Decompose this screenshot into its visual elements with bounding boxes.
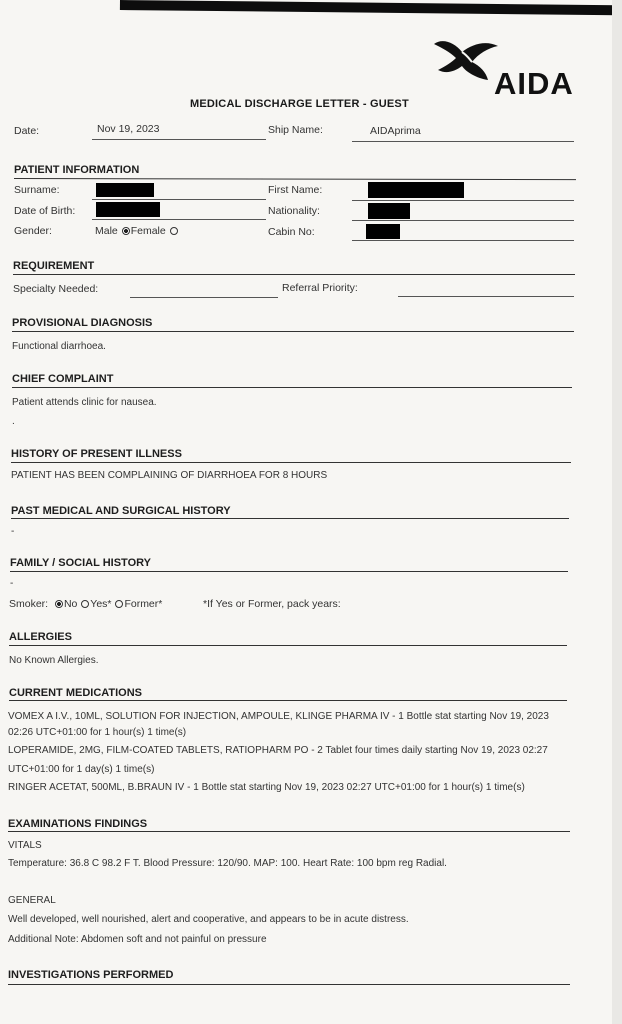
family-social-heading: FAMILY / SOCIAL HISTORY <box>10 557 151 569</box>
smoker-label: Smoker: <box>9 598 49 610</box>
gender-male-label: Male <box>95 225 118 237</box>
general-text: Well developed, well nourished, alert and cooperative, and appears to be in acute distress. <box>8 914 409 925</box>
current-medications-heading: CURRENT MEDICATIONS <box>9 687 143 699</box>
nationality-label: Nationality: <box>268 205 320 217</box>
vitals-text: Temperature: 36.8 C 98.2 F T. Blood Pressure: 120/90. MAP: 100. Heart Rate: 100 bpm reg Radial. <box>8 858 447 869</box>
surname-label: Surname: <box>14 184 60 196</box>
chief-complaint-heading: CHIEF COMPLAINT <box>12 373 114 385</box>
cabin-redaction <box>366 224 400 239</box>
allergies-text: No Known Allergies. <box>9 655 99 666</box>
first-name-redaction <box>368 182 464 198</box>
allergies-heading: ALLERGIES <box>9 631 72 643</box>
cabin-underline <box>352 240 574 241</box>
section-rule <box>9 645 567 646</box>
surname-underline <box>92 199 266 200</box>
specialty-needed-label: Specialty Needed: <box>13 283 99 295</box>
ship-underline <box>352 141 574 142</box>
section-rule <box>14 178 576 180</box>
chief-complaint-extra: . <box>12 416 15 427</box>
date-underline <box>92 139 266 140</box>
additional-note-text: Additional Note: Abdomen soft and not painful on pressure <box>8 934 267 945</box>
past-history-text: - <box>11 526 15 537</box>
gender-female-radio[interactable] <box>170 227 178 235</box>
nationality-underline <box>352 220 574 221</box>
scan-edge-right <box>612 0 622 1024</box>
gender-options <box>95 225 179 237</box>
patient-information-heading: PATIENT INFORMATION <box>14 164 140 176</box>
section-rule <box>10 571 568 572</box>
section-rule <box>11 518 569 519</box>
requirement-heading: REQUIREMENT <box>13 260 95 272</box>
pack-years-note: *If Yes or Former, pack years: <box>203 598 341 610</box>
vitals-label: VITALS <box>8 840 42 851</box>
smoker-no-label: No <box>63 598 78 610</box>
first-name-underline <box>352 200 574 201</box>
medication-line: VOMEX A I.V., 10ML, SOLUTION FOR INJECTION, AMPOULE, KLINGE PHARMA IV - 1 Bottle stat starting Nov 19, 2023 <box>8 711 549 722</box>
medication-line: LOPERAMIDE, 2MG, FILM-COATED TABLETS, RATIOPHARM PO - 2 Tablet four times daily starting Nov 19, 2023 02:27 <box>8 745 548 756</box>
dob-underline <box>92 219 266 220</box>
smoker-no-radio[interactable] <box>55 600 63 608</box>
section-rule <box>8 831 570 832</box>
present-illness-heading: HISTORY OF PRESENT ILLNESS <box>11 448 182 460</box>
ship-name-label: Ship Name: <box>268 124 323 136</box>
gender-label: Gender: <box>14 225 52 237</box>
gender-female-label: Female <box>130 225 166 237</box>
smoker-row <box>9 598 162 610</box>
smoker-yes-label: Yes* <box>90 598 112 610</box>
examinations-heading: EXAMINATIONS FINDINGS <box>8 818 148 830</box>
scan-edge-top <box>120 0 622 15</box>
smoker-former-radio[interactable] <box>115 600 123 608</box>
referral-priority-label: Referral Priority: <box>282 282 358 294</box>
logo-text: AIDA <box>494 66 574 101</box>
chief-complaint-text: Patient attends clinic for nausea. <box>12 397 157 408</box>
date-label: Date: <box>14 125 40 137</box>
specialty-underline <box>130 297 278 298</box>
section-rule <box>11 462 571 463</box>
medication-line: RINGER ACETAT, 500ML, B.BRAUN IV - 1 Bottle stat starting Nov 19, 2023 02:27 UTC+01:00 for 1 hour(s) 1 time(s) <box>8 782 525 793</box>
first-name-label: First Name: <box>268 184 323 196</box>
investigations-heading: INVESTIGATIONS PERFORMED <box>8 969 174 981</box>
smoker-yes-radio[interactable] <box>81 600 89 608</box>
section-rule <box>12 387 572 388</box>
provisional-diagnosis-text: Functional diarrhoea. <box>12 341 106 352</box>
past-history-heading: PAST MEDICAL AND SURGICAL HISTORY <box>11 505 231 517</box>
date-of-birth-label: Date of Birth: <box>14 205 76 217</box>
present-illness-text: PATIENT HAS BEEN COMPLAINING OF DIARRHOEA FOR 8 HOURS <box>11 470 328 481</box>
section-rule <box>12 331 574 332</box>
referral-underline <box>398 296 574 297</box>
general-label: GENERAL <box>8 895 56 906</box>
nationality-redaction <box>368 203 410 219</box>
gender-male-radio[interactable] <box>122 227 130 235</box>
section-rule <box>9 700 567 701</box>
section-rule <box>8 984 570 985</box>
dob-redaction <box>96 202 160 217</box>
section-rule <box>13 274 575 275</box>
medication-line: 02:26 UTC+01:00 for 1 hour(s) 1 time(s) <box>8 727 187 738</box>
aida-logo <box>428 36 578 100</box>
date-value: Nov 19, 2023 <box>97 123 160 135</box>
smoker-former-label: Former* <box>124 598 163 610</box>
family-social-text: - <box>10 578 14 589</box>
medication-line: UTC+01:00 for 1 day(s) 1 time(s) <box>8 764 155 775</box>
provisional-diagnosis-heading: PROVISIONAL DIAGNOSIS <box>12 317 153 329</box>
ship-name-value: AIDAprima <box>370 125 421 137</box>
document-title: MEDICAL DISCHARGE LETTER - GUEST <box>190 98 409 110</box>
cabin-no-label: Cabin No: <box>268 226 315 238</box>
surname-redaction <box>96 183 154 197</box>
